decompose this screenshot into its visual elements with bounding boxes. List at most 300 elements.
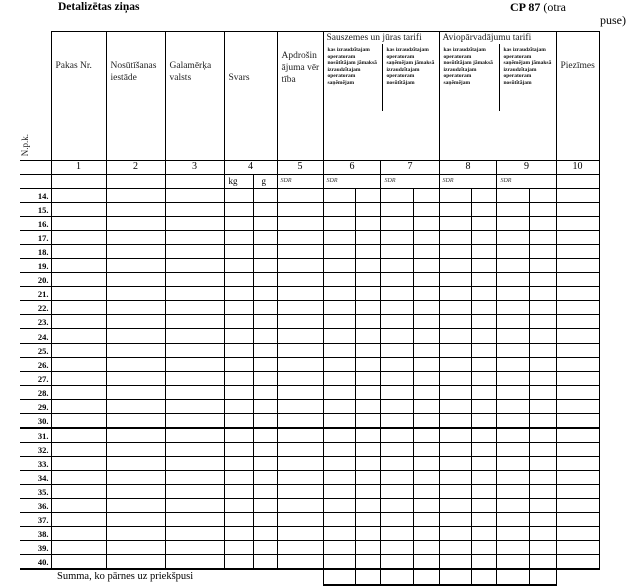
entry-cell[interactable] — [277, 217, 323, 231]
entry-cell[interactable] — [51, 357, 106, 371]
entry-cell[interactable] — [381, 203, 413, 217]
entry-cell[interactable] — [106, 217, 165, 231]
entry-cell[interactable] — [106, 287, 165, 301]
entry-cell[interactable] — [224, 245, 253, 259]
entry-cell[interactable] — [439, 245, 472, 259]
entry-cell[interactable] — [277, 357, 323, 371]
entry-cell[interactable] — [323, 245, 355, 259]
entry-cell[interactable] — [530, 217, 556, 231]
entry-cell[interactable] — [556, 428, 599, 443]
entry-cell[interactable] — [277, 413, 323, 428]
entry-cell[interactable] — [277, 456, 323, 470]
entry-cell[interactable] — [106, 371, 165, 385]
entry-cell[interactable] — [355, 413, 381, 428]
entry-cell[interactable] — [277, 555, 323, 570]
entry-cell[interactable] — [165, 541, 224, 555]
entry-cell[interactable] — [323, 527, 355, 541]
entry-cell[interactable] — [413, 357, 439, 371]
entry-cell[interactable] — [413, 315, 439, 329]
entry-cell[interactable] — [413, 399, 439, 413]
entry-cell[interactable] — [381, 371, 413, 385]
entry-cell[interactable] — [165, 470, 224, 484]
entry-cell[interactable] — [165, 357, 224, 371]
entry-cell[interactable] — [556, 315, 599, 329]
entry-cell[interactable] — [497, 259, 530, 273]
entry-cell[interactable] — [355, 329, 381, 343]
entry-cell[interactable] — [51, 245, 106, 259]
entry-cell[interactable] — [106, 456, 165, 470]
entry-cell[interactable] — [277, 442, 323, 456]
entry-cell[interactable] — [472, 442, 497, 456]
entry-cell[interactable] — [224, 513, 253, 527]
entry-cell[interactable] — [51, 315, 106, 329]
entry-cell[interactable] — [165, 259, 224, 273]
entry-cell[interactable] — [253, 259, 277, 273]
entry-cell[interactable] — [106, 189, 165, 203]
entry-cell[interactable] — [253, 301, 277, 315]
entry-cell[interactable] — [106, 413, 165, 428]
entry-cell[interactable] — [530, 315, 556, 329]
entry-cell[interactable] — [413, 273, 439, 287]
entry-cell[interactable] — [472, 203, 497, 217]
entry-cell[interactable] — [381, 301, 413, 315]
entry-cell[interactable] — [224, 287, 253, 301]
entry-cell[interactable] — [497, 399, 530, 413]
entry-cell[interactable] — [413, 189, 439, 203]
entry-cell[interactable] — [413, 527, 439, 541]
entry-cell[interactable] — [439, 343, 472, 357]
entry-cell[interactable] — [381, 287, 413, 301]
sum-cell-6b[interactable] — [355, 569, 381, 585]
entry-cell[interactable] — [472, 555, 497, 570]
entry-cell[interactable] — [165, 399, 224, 413]
entry-cell[interactable] — [497, 428, 530, 443]
entry-cell[interactable] — [253, 245, 277, 259]
entry-cell[interactable] — [556, 541, 599, 555]
entry-cell[interactable] — [472, 513, 497, 527]
entry-cell[interactable] — [472, 287, 497, 301]
entry-cell[interactable] — [556, 245, 599, 259]
entry-cell[interactable] — [355, 385, 381, 399]
entry-cell[interactable] — [472, 484, 497, 498]
entry-cell[interactable] — [497, 527, 530, 541]
entry-cell[interactable] — [497, 484, 530, 498]
entry-cell[interactable] — [253, 527, 277, 541]
entry-cell[interactable] — [355, 371, 381, 385]
entry-cell[interactable] — [355, 343, 381, 357]
entry-cell[interactable] — [51, 301, 106, 315]
entry-cell[interactable] — [323, 287, 355, 301]
entry-cell[interactable] — [472, 499, 497, 513]
entry-cell[interactable] — [556, 301, 599, 315]
entry-cell[interactable] — [224, 442, 253, 456]
entry-cell[interactable] — [497, 456, 530, 470]
entry-cell[interactable] — [355, 301, 381, 315]
entry-cell[interactable] — [224, 301, 253, 315]
entry-cell[interactable] — [165, 385, 224, 399]
entry-cell[interactable] — [556, 385, 599, 399]
entry-cell[interactable] — [472, 470, 497, 484]
entry-cell[interactable] — [381, 555, 413, 570]
entry-cell[interactable] — [381, 428, 413, 443]
entry-cell[interactable] — [439, 203, 472, 217]
entry-cell[interactable] — [323, 301, 355, 315]
entry-cell[interactable] — [253, 315, 277, 329]
entry-cell[interactable] — [253, 329, 277, 343]
entry-cell[interactable] — [106, 231, 165, 245]
entry-cell[interactable] — [253, 513, 277, 527]
entry-cell[interactable] — [355, 541, 381, 555]
entry-cell[interactable] — [439, 301, 472, 315]
entry-cell[interactable] — [277, 315, 323, 329]
entry-cell[interactable] — [530, 329, 556, 343]
entry-cell[interactable] — [355, 273, 381, 287]
entry-cell[interactable] — [277, 329, 323, 343]
entry-cell[interactable] — [277, 484, 323, 498]
entry-cell[interactable] — [323, 428, 355, 443]
entry-cell[interactable] — [497, 343, 530, 357]
entry-cell[interactable] — [323, 484, 355, 498]
entry-cell[interactable] — [51, 456, 106, 470]
entry-cell[interactable] — [165, 513, 224, 527]
entry-cell[interactable] — [224, 541, 253, 555]
entry-cell[interactable] — [530, 301, 556, 315]
entry-cell[interactable] — [530, 357, 556, 371]
entry-cell[interactable] — [472, 217, 497, 231]
entry-cell[interactable] — [439, 287, 472, 301]
entry-cell[interactable] — [472, 315, 497, 329]
entry-cell[interactable] — [253, 555, 277, 570]
entry-cell[interactable] — [556, 329, 599, 343]
entry-cell[interactable] — [224, 315, 253, 329]
entry-cell[interactable] — [530, 189, 556, 203]
entry-cell[interactable] — [165, 442, 224, 456]
entry-cell[interactable] — [224, 499, 253, 513]
entry-cell[interactable] — [106, 428, 165, 443]
entry-cell[interactable] — [439, 329, 472, 343]
entry-cell[interactable] — [51, 541, 106, 555]
entry-cell[interactable] — [497, 301, 530, 315]
entry-cell[interactable] — [497, 555, 530, 570]
entry-cell[interactable] — [323, 399, 355, 413]
entry-cell[interactable] — [355, 456, 381, 470]
entry-cell[interactable] — [51, 470, 106, 484]
entry-cell[interactable] — [530, 231, 556, 245]
entry-cell[interactable] — [556, 499, 599, 513]
entry-cell[interactable] — [497, 245, 530, 259]
entry-cell[interactable] — [497, 287, 530, 301]
entry-cell[interactable] — [51, 527, 106, 541]
entry-cell[interactable] — [277, 513, 323, 527]
entry-cell[interactable] — [381, 513, 413, 527]
entry-cell[interactable] — [472, 527, 497, 541]
entry-cell[interactable] — [472, 231, 497, 245]
entry-cell[interactable] — [106, 343, 165, 357]
entry-cell[interactable] — [355, 217, 381, 231]
entry-cell[interactable] — [51, 259, 106, 273]
entry-cell[interactable] — [224, 203, 253, 217]
entry-cell[interactable] — [439, 484, 472, 498]
entry-cell[interactable] — [556, 470, 599, 484]
entry-cell[interactable] — [439, 527, 472, 541]
entry-cell[interactable] — [51, 428, 106, 443]
entry-cell[interactable] — [224, 273, 253, 287]
entry-cell[interactable] — [355, 231, 381, 245]
entry-cell[interactable] — [277, 203, 323, 217]
entry-cell[interactable] — [355, 470, 381, 484]
entry-cell[interactable] — [413, 513, 439, 527]
entry-cell[interactable] — [530, 385, 556, 399]
entry-cell[interactable] — [413, 499, 439, 513]
entry-cell[interactable] — [224, 456, 253, 470]
entry-cell[interactable] — [355, 442, 381, 456]
entry-cell[interactable] — [381, 442, 413, 456]
entry-cell[interactable] — [355, 259, 381, 273]
entry-cell[interactable] — [556, 273, 599, 287]
entry-cell[interactable] — [277, 259, 323, 273]
entry-cell[interactable] — [323, 555, 355, 570]
entry-cell[interactable] — [323, 499, 355, 513]
entry-cell[interactable] — [355, 484, 381, 498]
entry-cell[interactable] — [51, 484, 106, 498]
entry-cell[interactable] — [439, 371, 472, 385]
entry-cell[interactable] — [556, 259, 599, 273]
entry-cell[interactable] — [556, 413, 599, 428]
entry-cell[interactable] — [277, 245, 323, 259]
entry-cell[interactable] — [165, 371, 224, 385]
entry-cell[interactable] — [165, 329, 224, 343]
entry-cell[interactable] — [355, 189, 381, 203]
entry-cell[interactable] — [472, 329, 497, 343]
entry-cell[interactable] — [253, 442, 277, 456]
entry-cell[interactable] — [497, 470, 530, 484]
entry-cell[interactable] — [51, 399, 106, 413]
entry-cell[interactable] — [413, 428, 439, 443]
entry-cell[interactable] — [497, 371, 530, 385]
entry-cell[interactable] — [439, 217, 472, 231]
sum-cell-7b[interactable] — [413, 569, 439, 585]
entry-cell[interactable] — [439, 399, 472, 413]
entry-cell[interactable] — [381, 470, 413, 484]
entry-cell[interactable] — [413, 484, 439, 498]
entry-cell[interactable] — [165, 555, 224, 570]
entry-cell[interactable] — [413, 203, 439, 217]
entry-cell[interactable] — [472, 428, 497, 443]
entry-cell[interactable] — [439, 456, 472, 470]
entry-cell[interactable] — [355, 513, 381, 527]
entry-cell[interactable] — [381, 259, 413, 273]
entry-cell[interactable] — [165, 413, 224, 428]
entry-cell[interactable] — [472, 343, 497, 357]
entry-cell[interactable] — [413, 343, 439, 357]
sum-cell-6a[interactable] — [323, 569, 355, 585]
entry-cell[interactable] — [106, 315, 165, 329]
entry-cell[interactable] — [497, 315, 530, 329]
entry-cell[interactable] — [224, 189, 253, 203]
entry-cell[interactable] — [106, 499, 165, 513]
entry-cell[interactable] — [381, 273, 413, 287]
entry-cell[interactable] — [355, 357, 381, 371]
entry-cell[interactable] — [439, 442, 472, 456]
entry-cell[interactable] — [224, 259, 253, 273]
entry-cell[interactable] — [253, 343, 277, 357]
entry-cell[interactable] — [51, 555, 106, 570]
entry-cell[interactable] — [472, 399, 497, 413]
entry-cell[interactable] — [381, 217, 413, 231]
entry-cell[interactable] — [165, 301, 224, 315]
entry-cell[interactable] — [253, 484, 277, 498]
entry-cell[interactable] — [497, 442, 530, 456]
entry-cell[interactable] — [530, 484, 556, 498]
entry-cell[interactable] — [556, 399, 599, 413]
entry-cell[interactable] — [381, 527, 413, 541]
entry-cell[interactable] — [355, 245, 381, 259]
entry-cell[interactable] — [106, 301, 165, 315]
entry-cell[interactable] — [253, 189, 277, 203]
entry-cell[interactable] — [413, 385, 439, 399]
entry-cell[interactable] — [413, 301, 439, 315]
entry-cell[interactable] — [277, 189, 323, 203]
entry-cell[interactable] — [323, 217, 355, 231]
entry-cell[interactable] — [165, 217, 224, 231]
entry-cell[interactable] — [323, 259, 355, 273]
entry-cell[interactable] — [413, 231, 439, 245]
entry-cell[interactable] — [224, 343, 253, 357]
entry-cell[interactable] — [439, 315, 472, 329]
entry-cell[interactable] — [277, 231, 323, 245]
entry-cell[interactable] — [413, 442, 439, 456]
entry-cell[interactable] — [556, 513, 599, 527]
entry-cell[interactable] — [439, 555, 472, 570]
entry-cell[interactable] — [413, 371, 439, 385]
entry-cell[interactable] — [530, 413, 556, 428]
entry-cell[interactable] — [106, 245, 165, 259]
entry-cell[interactable] — [413, 555, 439, 570]
entry-cell[interactable] — [253, 273, 277, 287]
entry-cell[interactable] — [51, 499, 106, 513]
entry-cell[interactable] — [323, 343, 355, 357]
entry-cell[interactable] — [497, 217, 530, 231]
entry-cell[interactable] — [556, 217, 599, 231]
entry-cell[interactable] — [556, 442, 599, 456]
entry-cell[interactable] — [253, 287, 277, 301]
entry-cell[interactable] — [413, 259, 439, 273]
entry-cell[interactable] — [381, 231, 413, 245]
entry-cell[interactable] — [355, 555, 381, 570]
entry-cell[interactable] — [355, 499, 381, 513]
entry-cell[interactable] — [51, 343, 106, 357]
entry-cell[interactable] — [323, 315, 355, 329]
entry-cell[interactable] — [530, 371, 556, 385]
entry-cell[interactable] — [556, 456, 599, 470]
entry-cell[interactable] — [497, 499, 530, 513]
entry-cell[interactable] — [530, 203, 556, 217]
entry-cell[interactable] — [472, 357, 497, 371]
entry-cell[interactable] — [165, 428, 224, 443]
entry-cell[interactable] — [51, 442, 106, 456]
entry-cell[interactable] — [439, 413, 472, 428]
entry-cell[interactable] — [277, 428, 323, 443]
entry-cell[interactable] — [439, 428, 472, 443]
entry-cell[interactable] — [439, 357, 472, 371]
entry-cell[interactable] — [497, 413, 530, 428]
entry-cell[interactable] — [497, 329, 530, 343]
entry-cell[interactable] — [323, 329, 355, 343]
entry-cell[interactable] — [530, 541, 556, 555]
entry-cell[interactable] — [355, 315, 381, 329]
entry-cell[interactable] — [439, 513, 472, 527]
entry-cell[interactable] — [106, 442, 165, 456]
entry-cell[interactable] — [381, 499, 413, 513]
entry-cell[interactable] — [224, 217, 253, 231]
entry-cell[interactable] — [224, 484, 253, 498]
entry-cell[interactable] — [51, 329, 106, 343]
sum-cell-9b[interactable] — [530, 569, 556, 585]
entry-cell[interactable] — [355, 399, 381, 413]
entry-cell[interactable] — [165, 231, 224, 245]
entry-cell[interactable] — [253, 541, 277, 555]
entry-cell[interactable] — [355, 428, 381, 443]
entry-cell[interactable] — [253, 399, 277, 413]
entry-cell[interactable] — [472, 245, 497, 259]
entry-cell[interactable] — [413, 217, 439, 231]
entry-cell[interactable] — [556, 231, 599, 245]
entry-cell[interactable] — [381, 413, 413, 428]
entry-cell[interactable] — [253, 456, 277, 470]
entry-cell[interactable] — [556, 371, 599, 385]
entry-cell[interactable] — [165, 499, 224, 513]
entry-cell[interactable] — [106, 273, 165, 287]
entry-cell[interactable] — [439, 470, 472, 484]
entry-cell[interactable] — [165, 315, 224, 329]
entry-cell[interactable] — [323, 371, 355, 385]
entry-cell[interactable] — [530, 273, 556, 287]
sum-cell-7a[interactable] — [381, 569, 413, 585]
entry-cell[interactable] — [277, 499, 323, 513]
entry-cell[interactable] — [224, 231, 253, 245]
entry-cell[interactable] — [51, 413, 106, 428]
entry-cell[interactable] — [165, 189, 224, 203]
entry-cell[interactable] — [106, 527, 165, 541]
entry-cell[interactable] — [439, 231, 472, 245]
entry-cell[interactable] — [51, 513, 106, 527]
entry-cell[interactable] — [439, 541, 472, 555]
entry-cell[interactable] — [323, 413, 355, 428]
entry-cell[interactable] — [472, 301, 497, 315]
entry-cell[interactable] — [413, 245, 439, 259]
entry-cell[interactable] — [224, 399, 253, 413]
entry-cell[interactable] — [556, 203, 599, 217]
entry-cell[interactable] — [530, 399, 556, 413]
entry-cell[interactable] — [472, 541, 497, 555]
entry-cell[interactable] — [51, 203, 106, 217]
entry-cell[interactable] — [224, 470, 253, 484]
entry-cell[interactable] — [224, 329, 253, 343]
entry-cell[interactable] — [381, 541, 413, 555]
entry-cell[interactable] — [497, 357, 530, 371]
entry-cell[interactable] — [106, 541, 165, 555]
entry-cell[interactable] — [472, 189, 497, 203]
entry-cell[interactable] — [323, 189, 355, 203]
entry-cell[interactable] — [253, 357, 277, 371]
entry-cell[interactable] — [106, 555, 165, 570]
entry-cell[interactable] — [381, 189, 413, 203]
entry-cell[interactable] — [439, 189, 472, 203]
entry-cell[interactable] — [472, 413, 497, 428]
entry-cell[interactable] — [106, 329, 165, 343]
sum-cell-8a[interactable] — [439, 569, 472, 585]
entry-cell[interactable] — [556, 287, 599, 301]
